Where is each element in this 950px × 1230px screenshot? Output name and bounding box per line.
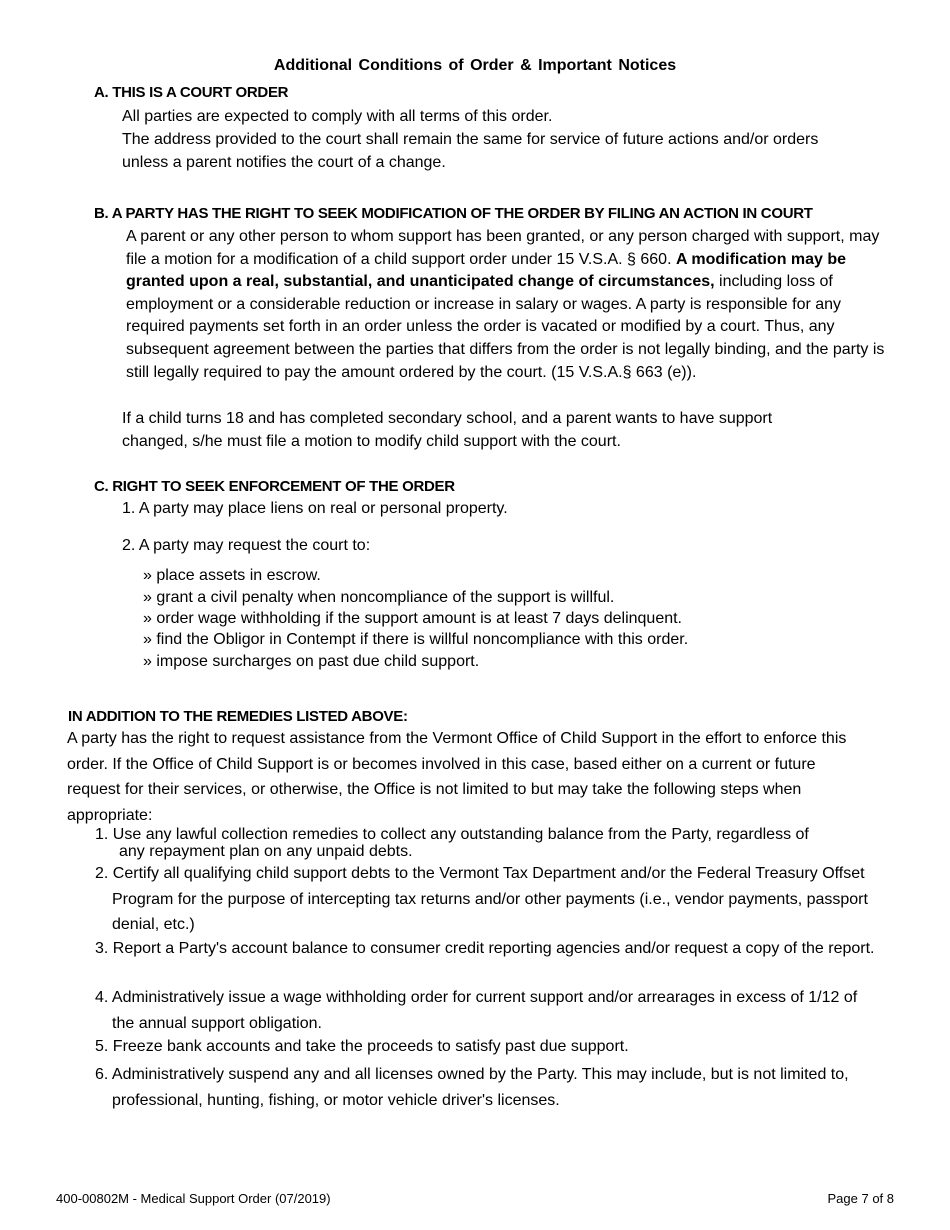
- step-4: 4. Administratively issue a wage withholding order for current support and/or arrearages in excess of 1/12 of the annual support obligation.: [95, 989, 858, 1032]
- section-b-paragraph2: If a child turns 18 and has completed secondary school, and a parent wants to have support changed, s/he must file a motion to modify child support with the court.: [122, 410, 773, 450]
- bullet-item: » find the Obligor in Contempt if there is willful noncompliance with this order.: [143, 631, 689, 648]
- step-2: 2. Certify all qualifying child support debts to the Vermont Tax Department and/or the Federal Treasury Offset Program for the purpose of intercepting tax returns and/or other payments (i.e., vendor payments, passport denial, etc.): [95, 865, 868, 933]
- section-a-heading: A. THIS IS A COURT ORDER: [94, 84, 289, 101]
- section-b-heading: B. A PARTY HAS THE RIGHT TO SEEK MODIFICATION OF THE ORDER BY FILING AN ACTION IN COURT: [94, 205, 813, 222]
- step-6: 6. Administratively suspend any and all licenses owned by the Party. This may include, but is not limited to, professional, hunting, fishing, or motor vehicle driver's licenses.: [95, 1066, 849, 1109]
- bullet-item: » impose surcharges on past due child support.: [143, 653, 480, 670]
- footer-form-id: 400-00802M - Medical Support Order (07/2019): [56, 1191, 331, 1206]
- bullet-item: » grant a civil penalty when noncompliance of the support is willful.: [143, 589, 615, 606]
- bullet-item: » order wage withholding if the support amount is at least 7 days delinquent.: [143, 610, 682, 627]
- step-5: 5. Freeze bank accounts and take the proceeds to satisfy past due support.: [95, 1038, 629, 1055]
- section-b-para1-end: including loss of employment or a considerable reduction or increase in salary or wages. A party is responsible for any required payments set forth in an order unless the order is vacated or modified by a court. Thus, any subsequent agreement between the parties that differs from the order is not legally binding, and the party is still legally required to pay the amount ordered by the court. (15 V.S.A.§ 663 (e)).: [126, 273, 885, 381]
- section-c-heading: C. RIGHT TO SEEK ENFORCEMENT OF THE ORDER: [94, 478, 455, 495]
- document-title: Additional Conditions of Order & Important Notices: [273, 57, 677, 74]
- step-1-line2: any repayment plan on any unpaid debts.: [119, 843, 413, 860]
- footer-page-number: Page 7 of 8: [827, 1191, 894, 1206]
- section-a-line2: The address provided to the court shall remain the same for service of future actions and/or orders unless a parent notifies the court of a change.: [122, 131, 819, 171]
- section-a-line1: All parties are expected to comply with all terms of this order.: [122, 108, 553, 125]
- step-3: 3. Report a Party's account balance to consumer credit reporting agencies and/or request a copy of the report.: [95, 940, 875, 957]
- bullet-item: » place assets in escrow.: [143, 567, 321, 584]
- step-1-line1: 1. Use any lawful collection remedies to collect any outstanding balance from the Party, regardless of: [95, 826, 809, 843]
- additional-heading: IN ADDITION TO THE REMEDIES LISTED ABOVE:: [68, 708, 408, 725]
- section-b-para1-start: A parent or any other person to whom support has been granted, or any person charged with support, may file a motion for a modification of a child support order under 15 V.S.A. § 660.: [126, 228, 880, 268]
- section-c-item2: 2. A party may request the court to:: [122, 537, 371, 554]
- additional-intro: A party has the right to request assistance from the Vermont Office of Child Support in the effort to enforce this order. If the Office of Child Support is or becomes involved in this case, based either on a current or future request for their services, or otherwise, the Office is not limited to but may take the following steps when appropriate:: [67, 730, 847, 824]
- section-b-para1-bold: A modification may be granted upon a real, substantial, and unanticipated change of circumstances,: [126, 250, 847, 291]
- section-c-item1: 1. A party may place liens on real or personal property.: [122, 500, 508, 517]
- section-b-paragraph1: [126, 226, 888, 384]
